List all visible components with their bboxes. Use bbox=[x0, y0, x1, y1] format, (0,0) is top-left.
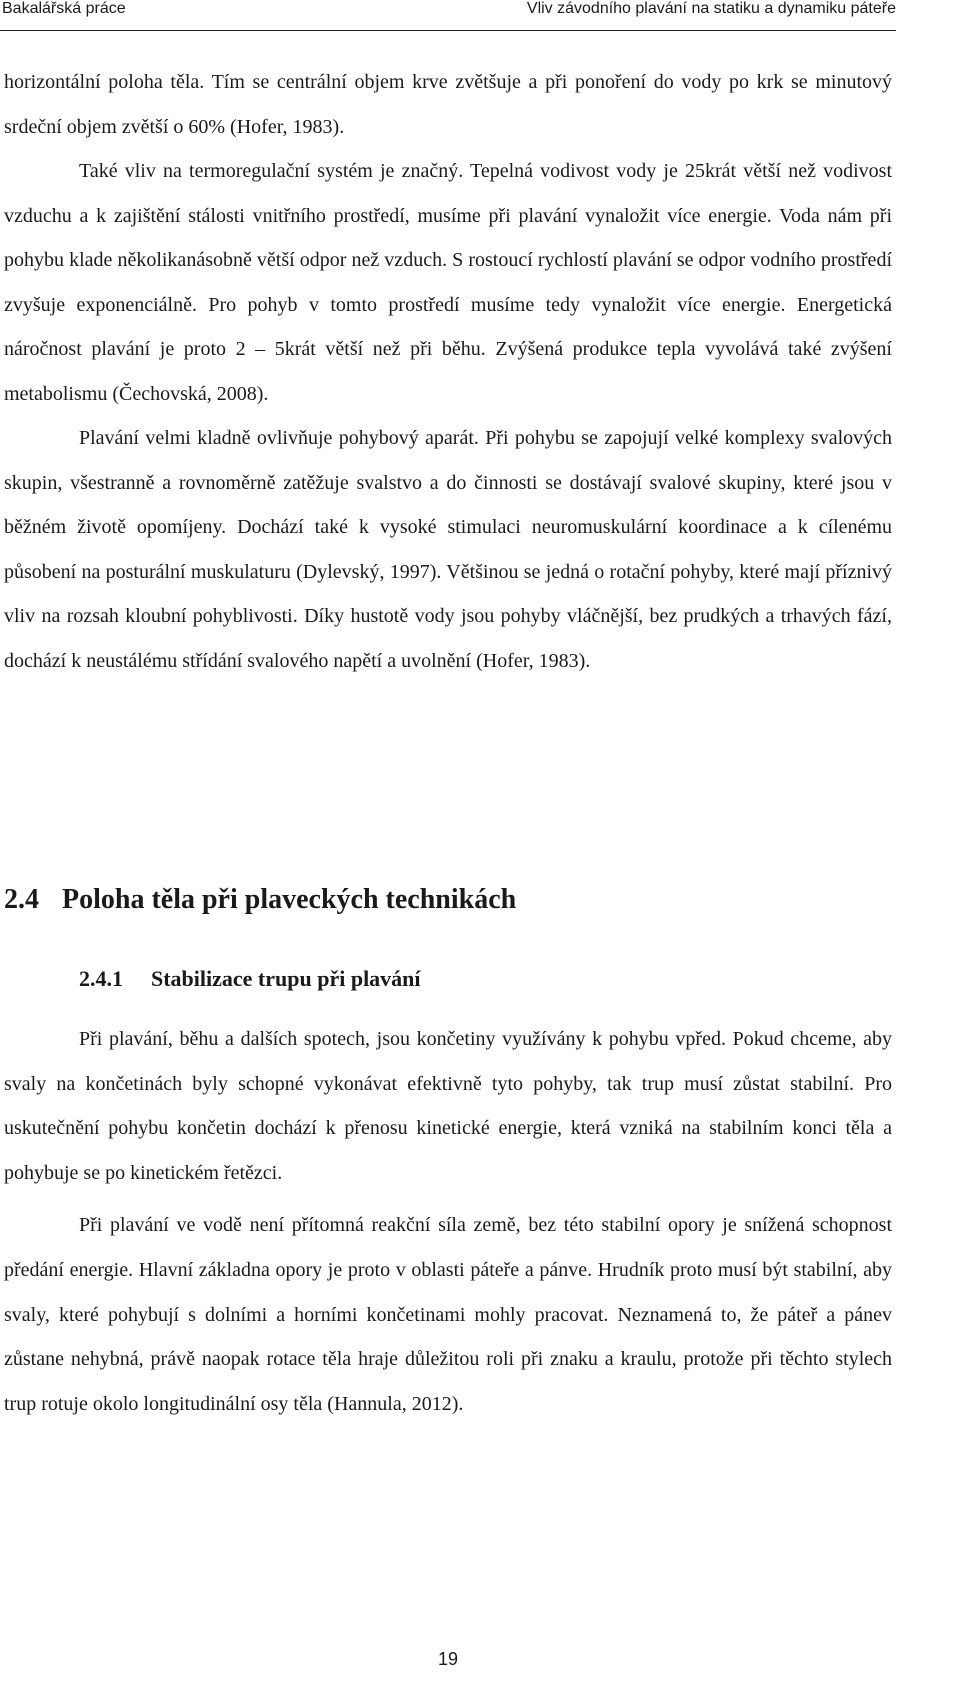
paragraph-continued: horizontální poloha těla. Tím se centrální objem krve zvětšuje a při ponoření do vody po krk se minutový srdeční objem zvětší o 60% (Hofer, 1983). bbox=[4, 71, 892, 138]
body-text-top bbox=[4, 60, 892, 683]
body-text-bottom bbox=[4, 1017, 892, 1426]
section-heading bbox=[4, 880, 516, 920]
running-header bbox=[0, 0, 896, 30]
header-thesis-type: Bakalářská práce bbox=[2, 0, 126, 17]
subsection-heading bbox=[79, 963, 421, 995]
paragraph-support: Při plavání ve vodě není přítomná reakční síla země, bez této stabilní opory je snížená schopnost předání energie. Hlavní základna opory je proto v oblasti páteře a pánve. Hrudník proto musí být stabilní, aby svaly, které pohybují s dolními a horními končetinami mohly pracovat. Neznamená to, že páteř a pánev zůstane nehybná, právě naopak rotace těla hraje důležitou roli při znaku a kraulu, protože při těchto stylech trup rotuje okolo longitudinální osy těla (Hannula, 2012). bbox=[4, 1214, 892, 1415]
header-divider bbox=[0, 30, 896, 31]
section-title: Poloha těla při plaveckých technikách bbox=[62, 884, 517, 915]
paragraph-thermoregulation: Také vliv na termoregulační systém je značný. Tepelná vodivost vody je 25krát větší než vodivost vzduchu a k zajištění stálosti vnitřního prostředí, musíme při plavání vynaložit více energie. Voda nám při pohybu klade několikanásobně větší odpor než vzduch. S rostoucí rychlostí plavání se odpor vodního prostředí zvyšuje exponenciálně. Pro pohyb v tomto prostředí musíme tedy vynaložit více energie. Energetická náročnost plavání je proto 2 – 5krát větší než při běhu. Zvýšená produkce tepla vyvolává také zvýšení metabolismu (Čechovská, 2008). bbox=[4, 160, 892, 405]
section-number: 2.4 bbox=[4, 884, 39, 915]
subsection-number: 2.4.1 bbox=[79, 966, 123, 991]
paragraph-musculoskeletal: Plavání velmi kladně ovlivňuje pohybový aparát. Při pohybu se zapojují velké komplexy svalových skupin, všestranně a rovnoměrně zatěžuje svalstvo a do činnosti se dostávají svalové skupiny, které jsou v běžném životě opomíjeny. Dochází také k vysoké stimulaci neuromuskulární koordinace a k cílenému působení na posturální muskulaturu (Dylevský, 1997). Většinou se jedná o rotační pohyby, které mají příznivý vliv na rozsah kloubní pohyblivosti. Díky hustotě vody jsou pohyby vláčnější, bez prudkých a trhavých fází, dochází k neustálému střídání svalového napětí a uvolnění (Hofer, 1983). bbox=[4, 427, 892, 672]
header-thesis-title: Vliv závodního plavání na statiku a dynamiku páteře bbox=[526, 0, 896, 17]
page-number: 19 bbox=[437, 1649, 459, 1669]
subsection-title: Stabilizace trupu při plavání bbox=[151, 966, 421, 991]
paragraph-limbs: Při plavání, běhu a dalších spotech, jsou končetiny využívány k pohybu vpřed. Pokud chceme, aby svaly na končetinách byly schopné vykonávat efektivně tyto pohyby, tak trup musí zůstat stabilní. Pro uskutečnění pohybu končetin dochází k přenosu kinetické energie, která vzniká na stabilním konci těla a pohybuje se po kinetickém řetězci. bbox=[4, 1028, 892, 1184]
